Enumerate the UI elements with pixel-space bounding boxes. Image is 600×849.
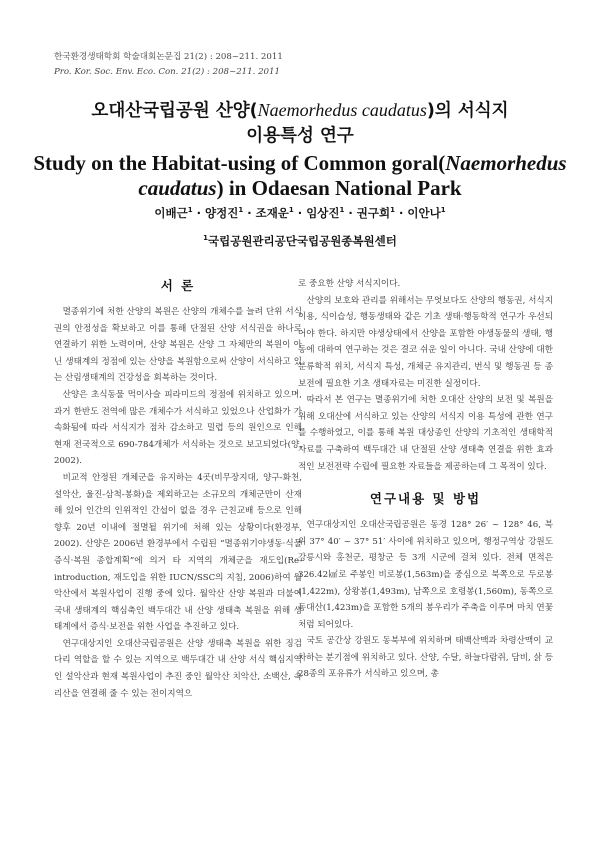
title-korean-species: Naemorhedus caudatus	[257, 100, 427, 120]
paragraph: 연구대상지인 오대산국립공원은 동경 128° 26′ ~ 128° 46, 북위 37° 40′ ~ 37° 51′ 사이에 위치하고 있으며, 행정구역상 강원도 강릉시와 홍천군, 평창군 등 3개 시군에 걸쳐 있다. 전체 면적은 326.42㎢로 주봉인 비로봉(1,563m)을 중심으로 북쪽으로 두로봉(1,422m), 상왕봉(1,493m), 남쪽으로 호령봉(1,560m), 동쪽으로 동대산(1,423m)을 포함한 5개의 봉우리가 주축을 이루며 마치 연꽃처럼 되어있다.	[298, 520, 553, 630]
paragraph: 연구대상지인 오대산국립공원은 산양 생태축 복원을 위한 징검다리 역할을 할 수 있는 지역으로 백두대간 내 산양 서식 핵심지역인 설악산과 현재 복원사업이 추진 중인 월악산 치악산, 소백산, 속리산을 연결해 줄 수 있는 전이지역으	[54, 638, 302, 699]
title-english	[0, 151, 600, 201]
journal-header	[54, 50, 283, 80]
journal-header-korean: 한국환경생태학회 학술대회논문집 21(2) : 208~211. 2011	[54, 52, 283, 62]
title-korean-line2: 이용특성 연구	[246, 126, 354, 146]
author-name: 이배근	[154, 206, 188, 220]
paragraph: 따라서 본 연구는 멸종위기에 처한 오대산 산양의 보전 및 복원을 위해 오대산에 서식하고 있는 산양의 서식지 이용 특성에 관한 연구를 수행하였고, 이를 통해 복원 대상종인 산양의 기초적인 생태학적 자료를 구축하여 백두대간 내 단절된 산양 생태축 연결을 위한 효과적인 보전전략 수립에 필요한 자료들을 제공하는데 그 목적이 있다.	[298, 395, 553, 472]
author-separator: ·	[293, 206, 307, 220]
author-sup: 1	[187, 206, 193, 215]
author-sup: 1	[288, 206, 294, 215]
journal-header-english: Pro. Kor. Soc. Env. Eco. Con. 21(2) : 208~211. 2011	[54, 67, 280, 77]
title-korean-part: 오대산국립공원 산양(	[91, 101, 258, 121]
author-sup: 1	[390, 206, 395, 215]
section-title-intro: 서 론	[160, 278, 196, 293]
author-sup: 1	[440, 206, 446, 215]
title-english-species: caudatus	[138, 176, 217, 200]
title-korean	[0, 98, 600, 149]
author-separator: ·	[344, 206, 357, 220]
paragraph: 산양은 초식동물 먹이사슬 피라미드의 정점에 위치하고 있으며, 과거 한반도 전역에 많은 개체수가 서식하고 있었으나 산업화가 가속화됨에 따라 서식지가 점차 감소하고 밀렵 등의 원인으로 인해 현재 전국적으로 690-784개체가 서식하는 것으로 보고되었다(양, 2002).	[54, 389, 302, 467]
author-name: 이안나	[407, 206, 441, 220]
author-separator: ·	[243, 206, 256, 220]
title-english-part: Study on the Habitat-using of Common goral(	[33, 151, 446, 175]
author-name: 조재운	[255, 206, 289, 220]
title-english-species: Naemorhedus	[445, 151, 567, 175]
paragraph: 비교적 안정된 개체군을 유지하는 4곳(비무장지대, 양구-화천, 설악산, 울진-삼척-봉화)을 제외하고는 소규모의 개체군만이 산재해 있어 인간의 인위적인 간섭이 없을 경우 근친교배 등으로 인해 향후 20년 이내에 절멸될 위기에 처해 있는 상황이다(환경부, 2002). 산양은 2006년 환경부에서 수립된 “멸종위기야생동·식물 증식·복원 종합계획”에 의거 타 지역의 개체군을 재도입(Re-introduction, 재도입을 위한 IUCN/SSC의 지침, 2006)하여 월악산에서 복원사업이 진행 중에 있다. 월악산 산양 복원과 더불어 국내 생태계의 핵심축인 백두대간 내 산양 생태축 복원을 위해 생태계에서 증식·보전을 위한 사업을 추진하고 있다.	[54, 472, 302, 633]
author-list	[0, 205, 600, 221]
author-separator: ·	[192, 206, 205, 220]
paragraph: 산양의 보호와 관리를 위해서는 무엇보다도 산양의 행동권, 서식지 이용, 식이습성, 행동생태와 같은 기초 생태·행동학적 연구가 우선되어야 한다. 하지만 야생상태에서 산양을 포함한 야생동물의 생태, 행동에 대하여 연구하는 것은 결코 쉬운 일이 아니다. 국내 산양에 대한 분류학적 위치, 서식지 특성, 개체군 유지관리, 번식 및 행동권 등 종보전에 필요한 기초 생태자료는 미진한 실정이다.	[298, 295, 553, 389]
author-sup: 1	[238, 206, 244, 215]
author-separator: ·	[394, 206, 408, 220]
title-korean-part: )의 서식지	[426, 101, 509, 121]
left-column	[54, 272, 302, 702]
section-title-methods: 연구내용 및 방법	[369, 491, 482, 507]
author-name: 양정진	[205, 206, 239, 220]
paragraph: 멸종위기에 처한 산양의 복원은 산양의 개체수를 늘려 단위 서식권의 안정성을 확보하고 이를 통해 단절된 산양 서식권을 하나로 연결하기 위한 노력이며, 산양 복원은 산양 그 자체만의 복원이 아닌 생태계의 정점에 있는 산양을 복원함으로써 산양이 서식하고 있는 산림생태계의 건강성을 회복하는 것이다.	[54, 307, 302, 384]
right-column	[298, 276, 553, 683]
paragraph: 국토 공간상 강원도 동북부에 위치하며 태백산맥과 차령산맥이 교차하는 분기점에 위치하고 있다. 산양, 수달, 하늘다람쥐, 담비, 삵 등 28종의 포유류가 서식하고 있으며, 총	[298, 636, 553, 680]
paragraph: 로 중요한 산양 서식지이다.	[298, 279, 401, 289]
affiliation-sup: 1	[203, 234, 208, 243]
author-sup: 1	[339, 206, 345, 215]
affiliation	[0, 233, 600, 249]
author-name: 권구희	[356, 206, 391, 220]
title-english-part: ) in Odaesan National Park	[216, 176, 462, 200]
author-name: 임상진	[306, 206, 340, 220]
affiliation-text: 국립공원관리공단국립공원종복원센터	[208, 234, 397, 248]
